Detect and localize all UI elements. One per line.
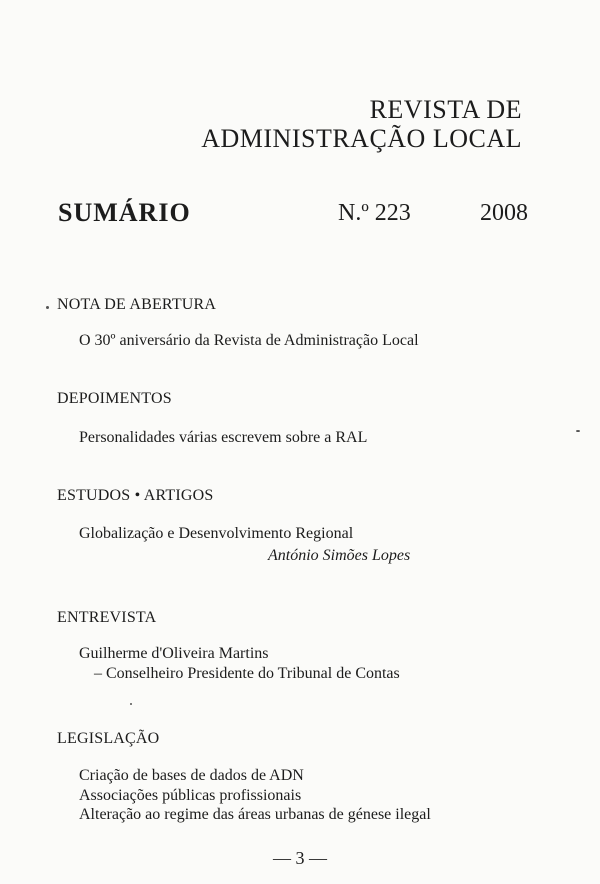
section-heading-legislacao: LEGISLAÇÃO — [57, 730, 160, 747]
toc-entry: Alteração ao regime das áreas urbanas de génese ilegal — [79, 806, 431, 823]
issue-year: 2008 — [480, 200, 528, 226]
toc-entry: Criação de bases de dados de ADN — [79, 767, 304, 784]
toc-entry: Globalização e Desenvolvimento Regional — [79, 525, 354, 542]
toc-entry-subtitle: – Conselheiro Presidente do Tribunal de Contas — [94, 665, 400, 682]
scan-speck — [130, 703, 132, 705]
section-heading-nota-de-abertura: NOTA DE ABERTURA — [57, 296, 217, 313]
section-heading-entrevista: ENTREVISTA — [57, 609, 157, 626]
contents-heading: SUMÁRIO — [58, 198, 191, 227]
journal-title-line1: REVISTA DE — [369, 95, 522, 124]
section-heading-depoimentos: DEPOIMENTOS — [57, 390, 172, 407]
journal-title-line2: ADMINISTRAÇÃO LOCAL — [201, 124, 522, 153]
toc-entry: Personalidades várias escrevem sobre a RAL — [79, 429, 368, 446]
page-number: — 3 — — [273, 848, 327, 868]
toc-entry: Guilherme d'Oliveira Martins — [79, 645, 269, 662]
section-heading-estudos-artigos: ESTUDOS • ARTIGOS — [57, 487, 214, 504]
toc-author: António Simões Lopes — [268, 547, 411, 564]
toc-entry: Associações públicas profissionais — [79, 787, 302, 804]
issue-number: N.º 223 — [338, 200, 411, 226]
scan-speck — [576, 430, 580, 432]
scan-speck — [46, 306, 49, 309]
toc-entry: O 30º aniversário da Revista de Administração Local — [79, 332, 419, 349]
